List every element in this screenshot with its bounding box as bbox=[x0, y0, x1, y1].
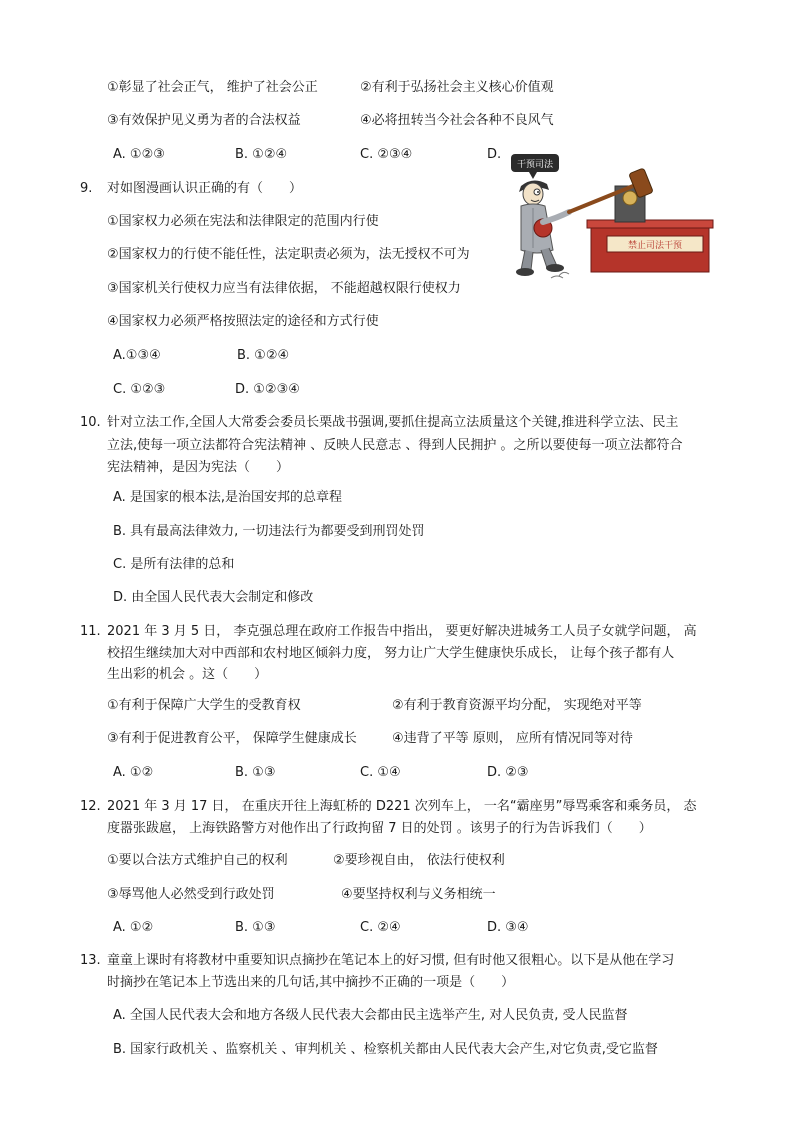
q12-number: 12. bbox=[80, 799, 101, 814]
q13-option-b: B. 国家行政机关 、监察机关 、审判机关 、检察机关都由人民代表大会产生,对它负责,受它监督 bbox=[113, 1042, 658, 1057]
q11-option-d: D. ②③ bbox=[487, 765, 529, 780]
q11-stem-line-3: 生出彩的机会 。这（ ） bbox=[107, 667, 268, 682]
q10-stem-line-1: 针对立法工作,全国人大常委会委员长栗战书强调,要抓住提高立法质量这个关键,推进科学立法、民主 bbox=[107, 415, 679, 430]
q11-stem-line-1: 2021 年 3 月 5 日， 李克强总理在政府工作报告中指出， 要更好解决进城务工人员子女就学问题， 高 bbox=[107, 624, 697, 639]
q8-option-c: C. ②③④ bbox=[360, 147, 413, 162]
official-figure bbox=[516, 180, 569, 278]
speech-bubble-text: 干预司法 bbox=[516, 160, 554, 170]
q12-stem-line-1: 2021 年 3 月 17 日， 在重庆开往上海虹桥的 D221 次列车上， 一名“霸座男”辱骂乘客和乘务员， 态 bbox=[107, 799, 697, 814]
q8-option-d: D. bbox=[487, 147, 502, 162]
q12-statement-1: ①要以合法方式维护自己的权利 bbox=[107, 853, 288, 868]
q11-stem-line-2: 校招生继续加大对中西部和农村地区倾斜力度， 努力让广大学生健康快乐成长， 让每个孩子都有人 bbox=[107, 646, 675, 661]
q9-option-d: D. ①②③④ bbox=[235, 382, 300, 397]
q9-cartoon-illustration bbox=[503, 152, 715, 284]
q8-statement-3: ③有效保护见义勇为者的合法权益 bbox=[107, 113, 301, 128]
q12-option-c: C. ②④ bbox=[360, 920, 401, 935]
q9-option-c: C. ①②③ bbox=[113, 382, 166, 397]
speech-bubble bbox=[511, 154, 559, 179]
q9-option-b: B. ①②④ bbox=[237, 348, 290, 363]
q10-option-b: B. 具有最高法律效力, 一切违法行为都要受到刑罚处罚 bbox=[113, 524, 425, 539]
q12-statement-4: ④要坚持权利与义务相统一 bbox=[341, 887, 496, 902]
q12-statement-3: ③辱骂他人必然受到行政处罚 bbox=[107, 887, 275, 902]
q8-statement-1: ①彰显了社会正气， 维护了社会公正 bbox=[107, 80, 318, 95]
q13-stem-line-1: 童童上课时有将教材中重要知识点摘抄在笔记本上的好习惯, 但有时他又很粗心。以下是从他在学习 bbox=[107, 953, 675, 968]
q11-statement-3: ③有利于促进教育公平， 保障学生健康成长 bbox=[107, 731, 357, 746]
q11-option-c: C. ①④ bbox=[360, 765, 401, 780]
q11-statement-1: ①有利于保障广大学生的受教育权 bbox=[107, 698, 301, 713]
q11-statement-2: ②有利于教育资源平均分配， 实现绝对平等 bbox=[392, 698, 642, 713]
q9-option-a: A.①③④ bbox=[113, 348, 161, 363]
q13-stem-line-2: 时摘抄在笔记本上节选出来的几句话,其中摘抄不正确的一项是（ ） bbox=[107, 975, 515, 990]
q10-stem-line-3: 宪法精神，是因为宪法（ ） bbox=[107, 460, 290, 475]
bench-sign-text: 禁止司法干预 bbox=[627, 241, 683, 251]
q11-option-a: A. ①② bbox=[113, 765, 154, 780]
q13-number: 13. bbox=[80, 953, 101, 968]
q9-statement-1: ①国家权力必须在宪法和法律限定的范围内行使 bbox=[107, 214, 379, 229]
q8-option-a: A. ①②③ bbox=[113, 147, 165, 162]
q9-statement-3: ③国家机关行使权力应当有法律依据， 不能超越权限行使权力 bbox=[107, 281, 461, 296]
q12-statement-2: ②要珍视自由， 依法行使权利 bbox=[333, 853, 505, 868]
q11-number: 11. bbox=[80, 624, 101, 639]
q12-option-b: B. ①③ bbox=[235, 920, 276, 935]
q12-option-d: D. ③④ bbox=[487, 920, 529, 935]
q8-statement-2: ②有利于弘扬社会主义核心价值观 bbox=[360, 80, 554, 95]
q11-statement-4: ④违背了平等 原则， 应所有情况同等对待 bbox=[392, 731, 633, 746]
q9-stem: 对如图漫画认识正确的有（ ） bbox=[107, 181, 303, 196]
q10-option-c: C. 是所有法律的总和 bbox=[113, 557, 235, 572]
q12-stem-line-2: 度嚣张跋扈， 上海铁路警方对他作出了行政拘留 7 日的处罚 。该男子的行为告诉我们（ ） bbox=[107, 821, 652, 836]
q8-statement-4: ④必将扭转当今社会各种不良风气 bbox=[360, 113, 554, 128]
q9-statement-4: ④国家权力必须严格按照法定的途径和方式行使 bbox=[107, 314, 379, 329]
q10-option-a: A. 是国家的根本法,是治国安邦的总章程 bbox=[113, 490, 343, 505]
q9-number: 9. bbox=[80, 181, 93, 196]
q10-option-d: D. 由全国人民代表大会制定和修改 bbox=[113, 590, 314, 605]
q8-option-b: B. ①②④ bbox=[235, 147, 288, 162]
q12-option-a: A. ①② bbox=[113, 920, 154, 935]
q10-stem-line-2: 立法,使每一项立法都符合宪法精神 、反映人民意志 、得到人民拥护 。之所以要使每一项立法都符合 bbox=[107, 438, 683, 453]
q11-option-b: B. ①③ bbox=[235, 765, 276, 780]
q9-statement-2: ②国家权力的行使不能任性，法定职责必须为，法无授权不可为 bbox=[107, 247, 470, 262]
q13-option-a: A. 全国人民代表大会和地方各级人民代表大会都由民主选举产生, 对人民负责, 受人民监督 bbox=[113, 1008, 628, 1023]
q10-number: 10. bbox=[80, 415, 101, 430]
